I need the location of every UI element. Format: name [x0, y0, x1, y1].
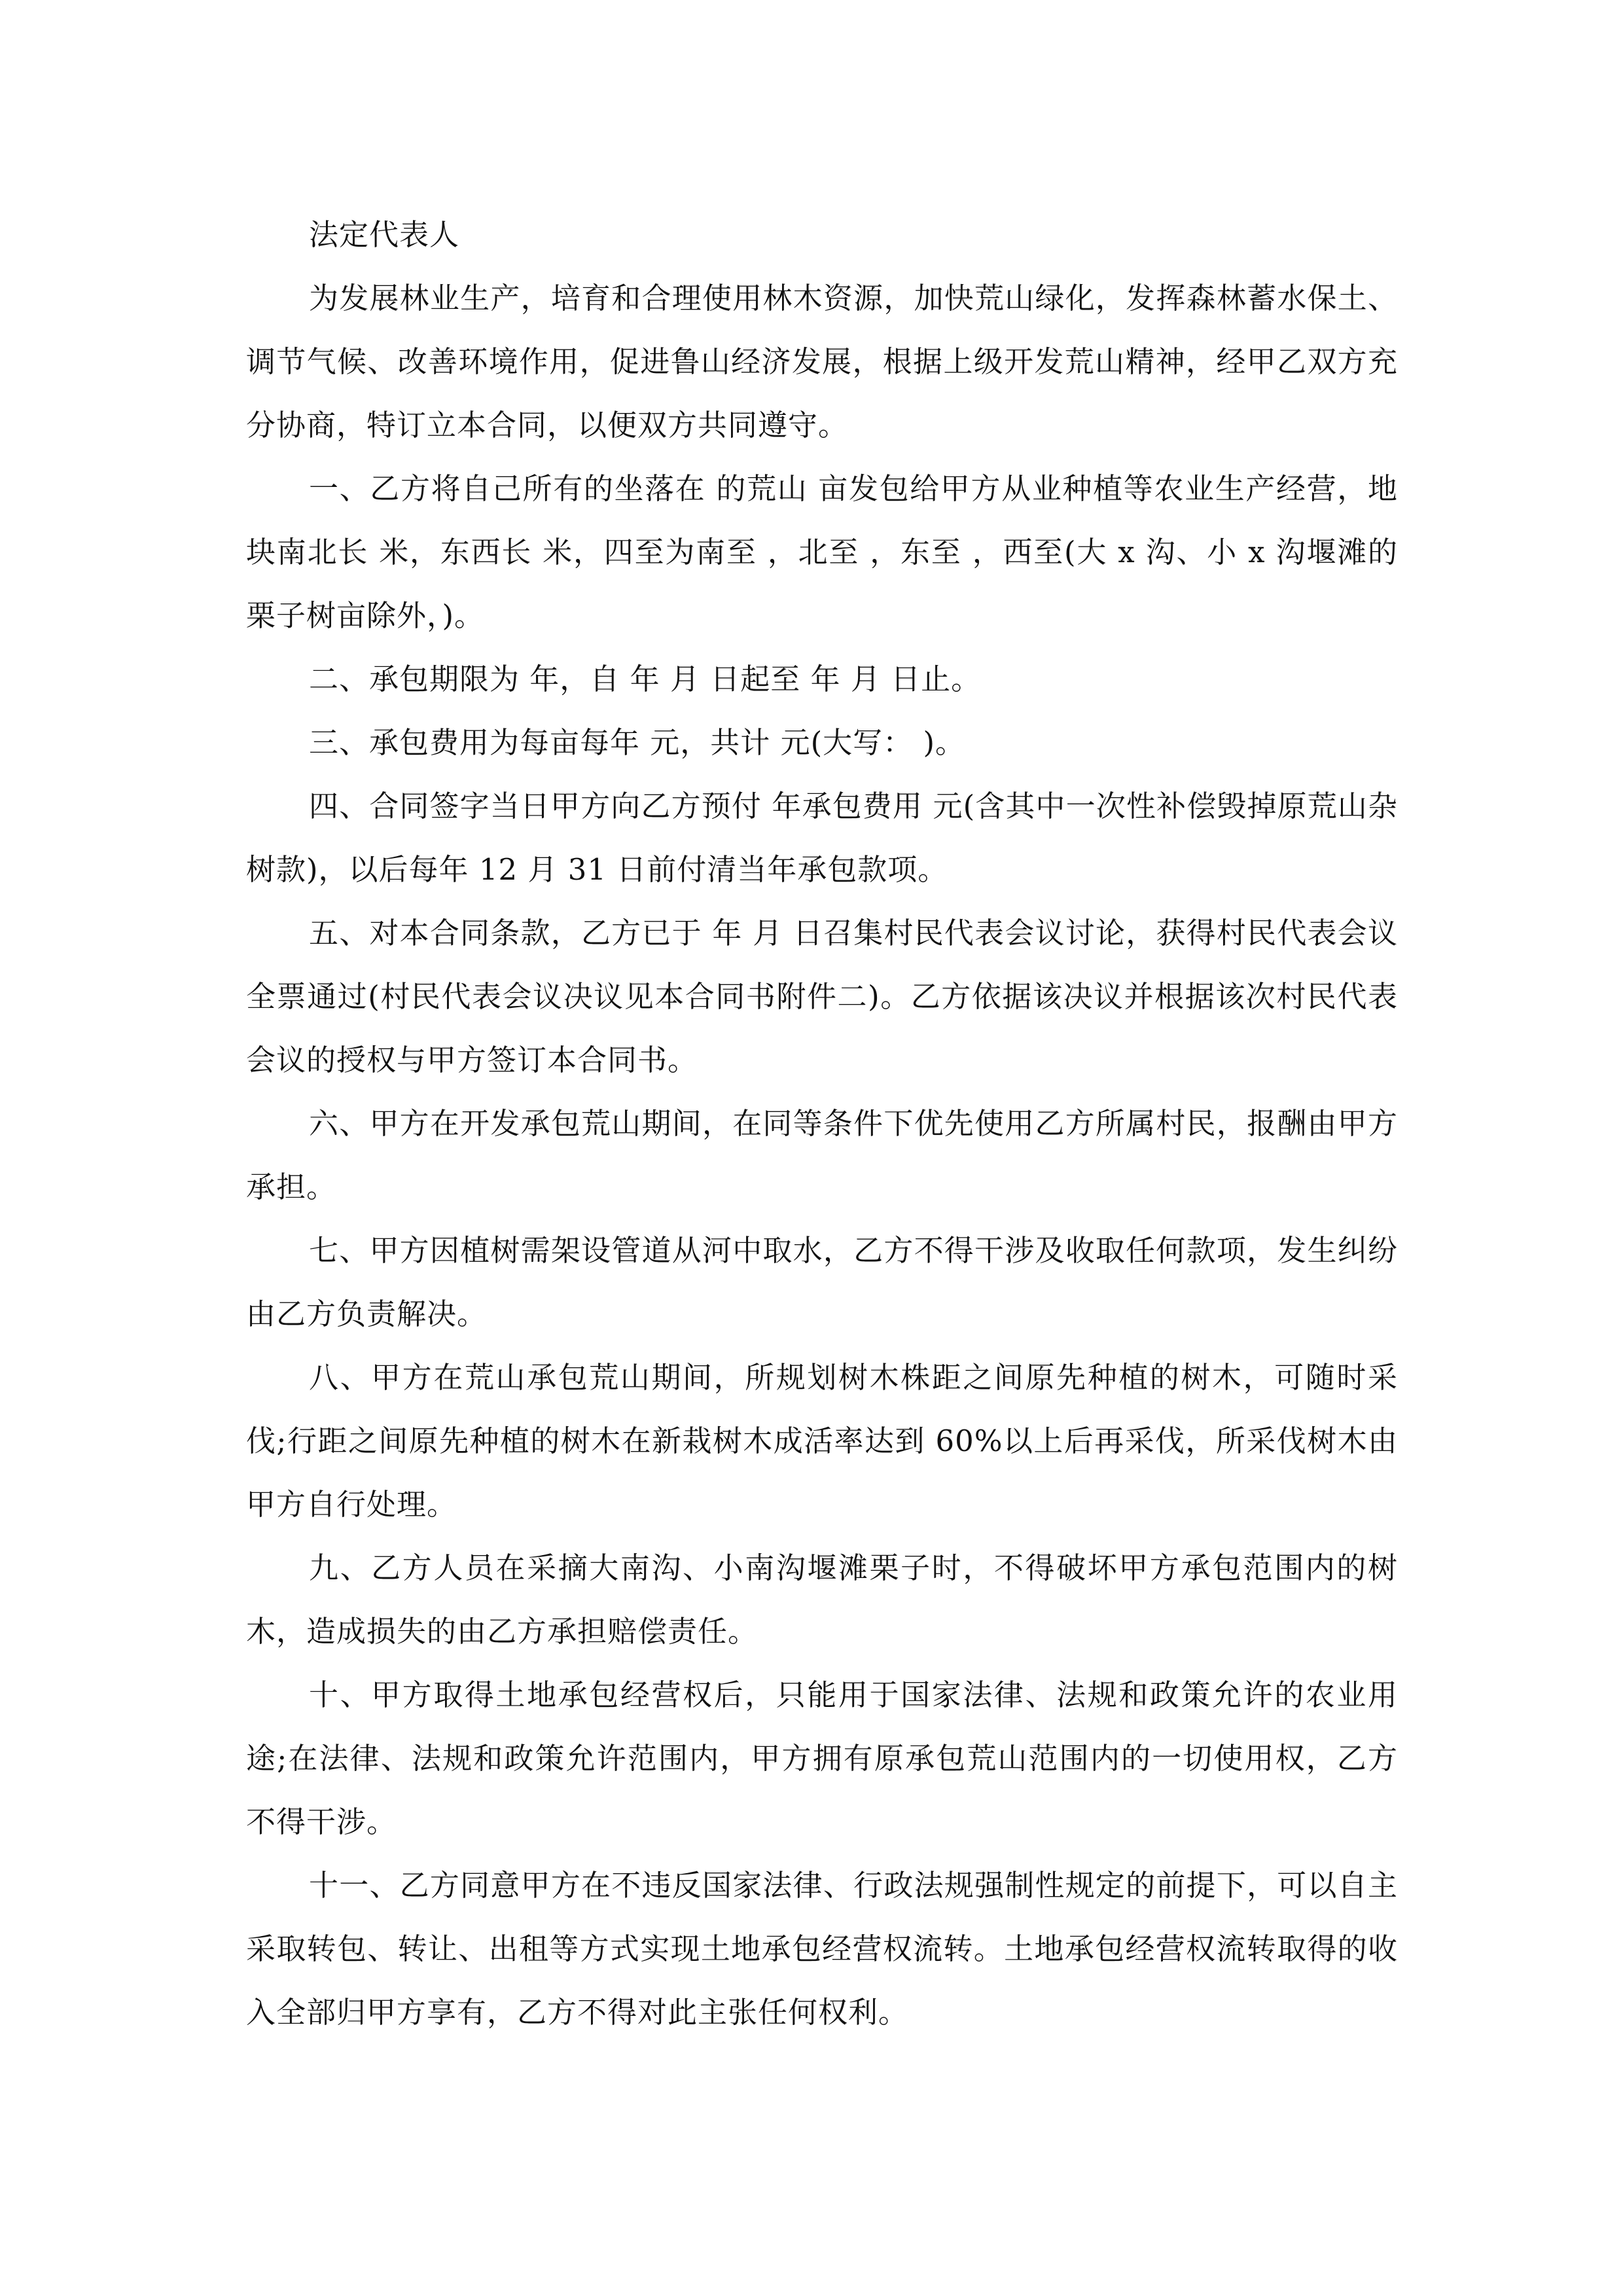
paragraph-clause-3: 三、承包费用为每亩每年 元，共计 元(大写： )。	[309, 725, 966, 760]
paragraph-clause-2: 二、承包期限为 年，自 年 月 日起至 年 月 日止。	[309, 662, 982, 696]
paragraph-legal-representative: 法定代表人	[309, 217, 460, 252]
paragraph-clause-11: 十一、乙方同意甲方在不违反国家法律、行政法规强制性规定的前提下，可以自主采取转包、转让、出租等方式实现土地承包经营权流转。土地承包经营权流转取得的收入全部归甲方享有，乙方不得对此主张任何权利。	[246, 1868, 1398, 2030]
paragraph-clause-10: 十、甲方取得土地承包经营权后，只能用于国家法律、法规和政策允许的农业用途;在法律、法规和政策允许范围内，甲方拥有原承包荒山范围内的一切使用权，乙方不得干涉。	[246, 1677, 1398, 1839]
paragraph-clause-7: 七、甲方因植树需架设管道从河中取水，乙方不得干涉及收取任何款项，发生纠纷由乙方负责解决。	[246, 1233, 1398, 1331]
paragraph-clause-5: 五、对本合同条款，乙方已于 年 月 日召集村民代表会议讨论，获得村民代表会议全票通过(村民代表会议决议见本合同书附件二)。乙方依据该决议并根据该次村民代表会议的授权与甲方签订本合同书。	[246, 916, 1398, 1077]
paragraph-preamble: 为发展林业生产，培育和合理使用林木资源，加快荒山绿化，发挥森林蓄水保土、调节气候、改善环境作用，促进鲁山经济发展，根据上级开发荒山精神，经甲乙双方充分协商，特订立本合同，以便双方共同遵守。	[246, 281, 1398, 442]
paragraph-clause-1: 一、乙方将自己所有的坐落在 的荒山 亩发包给甲方从业种植等农业生产经营，地块南北长 米，东西长 米，四至为南至 ，北至 ，东至 ，西至(大 x 沟、小 x 沟堰滩的栗子树亩除外，)。	[246, 471, 1398, 633]
paragraph-clause-9: 九、乙方人员在采摘大南沟、小南沟堰滩栗子时，不得破坏甲方承包范围内的树木，造成损失的由乙方承担赔偿责任。	[246, 1551, 1398, 1649]
paragraph-clause-8: 八、甲方在荒山承包荒山期间，所规划树木株距之间原先种植的树木，可随时采伐;行距之间原先种植的树木在新栽树木成活率达到 60%以上后再采伐，所采伐树木由甲方自行处理。	[246, 1360, 1398, 1522]
paragraph-clause-6: 六、甲方在开发承包荒山期间，在同等条件下优先使用乙方所属村民，报酬由甲方承担。	[246, 1106, 1398, 1204]
paragraph-clause-4: 四、合同签字当日甲方向乙方预付 年承包费用 元(含其中一次性补偿毁掉原荒山杂树款)，以后每年 12 月 31 日前付清当年承包款项。	[246, 789, 1398, 887]
document-body	[246, 203, 1398, 2044]
